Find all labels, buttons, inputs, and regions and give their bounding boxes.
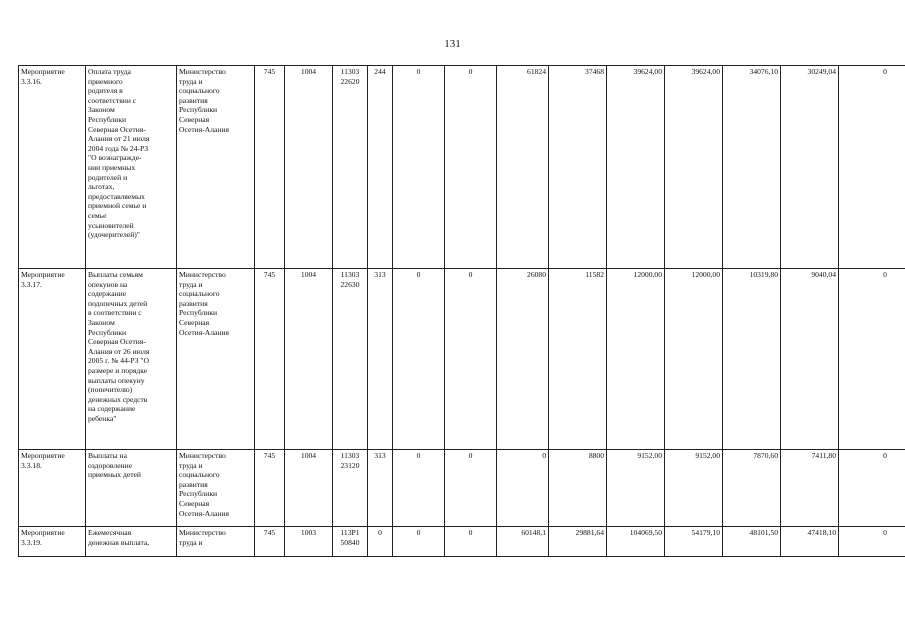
measure-cell — [19, 450, 86, 527]
executor-cell-text: Министерство труда и социального развития Республики Северная Осетия-Алания — [179, 451, 229, 518]
value-cell-text: 0 — [416, 67, 421, 76]
value-cell — [607, 527, 665, 557]
value-cell-text: 9152,00 — [637, 451, 662, 460]
vr-cell-text: 244 — [374, 67, 386, 76]
value-cell-text: 0 — [468, 451, 473, 460]
measure-cell-text: Мероприятие 3.3.18. — [21, 451, 65, 470]
value-cell — [723, 269, 781, 450]
value-cell — [781, 450, 839, 527]
value-cell-text: 104069,50 — [629, 528, 662, 537]
rzpr-cell-text: 1004 — [300, 67, 317, 76]
description-cell-text: Выплаты на оздоровление приемных детей — [88, 451, 141, 480]
value-cell-text: 60148,1 — [521, 528, 546, 537]
rzpr-cell — [285, 450, 333, 527]
value-cell — [445, 527, 497, 557]
value-cell-text: 9152,00 — [695, 451, 720, 460]
value-cell-text: 30249,04 — [807, 67, 836, 76]
description-cell-text: Оплата труда приемного родителя в соответствии с Законом Республики Северная Осетия- Алания от 21 июля 2004 года № 24-РЗ "О вознагражде- нии приемных родителей и льготах, предоставляемых приемной семье и семье усыновителей (удочерителей)" — [88, 67, 150, 240]
rzpr-cell — [285, 66, 333, 269]
value-cell — [497, 450, 549, 527]
vr-cell — [368, 527, 393, 557]
rzpr-cell — [285, 269, 333, 450]
table-row — [19, 66, 905, 269]
value-cell — [549, 527, 607, 557]
value-cell — [497, 269, 549, 450]
value-cell — [781, 269, 839, 450]
value-cell — [445, 66, 497, 269]
value-cell — [445, 269, 497, 450]
value-cell-text: 0 — [883, 451, 887, 460]
value-cell — [839, 66, 905, 269]
value-cell — [607, 450, 665, 527]
measure-cell — [19, 527, 86, 557]
rzpr-cell — [285, 527, 333, 557]
measure-cell-text: Мероприятие 3.3.16. — [21, 67, 65, 86]
value-cell-text: 0 — [542, 451, 546, 460]
csr-cell — [333, 66, 368, 269]
grbs-cell — [255, 269, 285, 450]
table-row — [19, 269, 905, 450]
vr-cell — [368, 66, 393, 269]
value-cell — [549, 450, 607, 527]
measure-cell-text: Мероприятие 3.3.19. — [21, 528, 65, 547]
grbs-cell-text: 745 — [263, 528, 276, 537]
value-cell-text: 37468 — [585, 67, 604, 76]
measure-cell — [19, 269, 86, 450]
value-cell-text: 0 — [468, 528, 473, 537]
value-cell — [781, 527, 839, 557]
executor-cell-text: Министерство труда и — [179, 528, 226, 547]
value-cell-text: 0 — [416, 451, 421, 460]
grbs-cell-text: 745 — [263, 67, 276, 76]
value-cell — [665, 66, 723, 269]
description-cell-text: Выплаты семьям опекунов на содержание подопечных детей в соответствии с Законом Республики Северная Осетия- Алания от 26 июля 2005 г. № 44-РЗ "О размере и порядке выплаты опекуну (попечителю) денежных средств на содержание ребенка" — [88, 270, 150, 423]
description-cell — [86, 450, 177, 527]
table-row — [19, 450, 905, 527]
value-cell — [393, 66, 445, 269]
measure-cell — [19, 66, 86, 269]
csr-cell — [333, 450, 368, 527]
vr-cell — [368, 450, 393, 527]
value-cell-text: 54179,10 — [691, 528, 720, 537]
grbs-cell-text: 745 — [263, 451, 276, 460]
executor-cell — [177, 66, 255, 269]
value-cell — [549, 66, 607, 269]
value-cell-text: 61824 — [527, 67, 546, 76]
value-cell-text: 29881,64 — [575, 528, 604, 537]
value-cell-text: 34076,10 — [749, 67, 778, 76]
value-cell-text: 11582 — [585, 270, 604, 279]
value-cell — [839, 450, 905, 527]
value-cell — [665, 527, 723, 557]
description-cell — [86, 269, 177, 450]
value-cell-text: 26080 — [527, 270, 546, 279]
value-cell-text: 7411,80 — [811, 451, 836, 460]
vr-cell-text: 313 — [374, 451, 386, 460]
page-number: 131 — [444, 38, 461, 50]
value-cell-text: 0 — [468, 270, 473, 279]
csr-cell-text: 11303 22630 — [340, 270, 360, 289]
csr-cell-text: 11303 22620 — [340, 67, 360, 86]
value-cell-text: 39624,00 — [633, 67, 662, 76]
value-cell — [607, 66, 665, 269]
value-cell-text: 0 — [883, 270, 887, 279]
value-cell — [781, 66, 839, 269]
value-cell — [723, 527, 781, 557]
value-cell-text: 0 — [883, 528, 887, 537]
csr-cell — [333, 269, 368, 450]
description-cell — [86, 66, 177, 269]
table-row — [19, 527, 905, 557]
value-cell — [445, 450, 497, 527]
rzpr-cell-text: 1003 — [300, 528, 317, 537]
value-cell-text: 48101,50 — [749, 528, 778, 537]
value-cell-text: 0 — [416, 528, 421, 537]
value-cell — [393, 527, 445, 557]
budget-table — [18, 65, 905, 557]
grbs-cell-text: 745 — [263, 270, 276, 279]
value-cell-text: 10319,80 — [749, 270, 778, 279]
value-cell-text: 12000,00 — [691, 270, 720, 279]
value-cell-text: 47418,10 — [807, 528, 836, 537]
csr-cell-text: 113P1 50840 — [340, 528, 360, 547]
value-cell — [665, 450, 723, 527]
value-cell — [549, 269, 607, 450]
value-cell-text: 7870,60 — [753, 451, 778, 460]
value-cell-text: 8800 — [588, 451, 604, 460]
value-cell-text: 0 — [883, 67, 887, 76]
rzpr-cell-text: 1004 — [300, 451, 317, 460]
vr-cell-text: 313 — [374, 270, 386, 279]
csr-cell — [333, 527, 368, 557]
value-cell-text: 0 — [468, 67, 473, 76]
value-cell-text: 39624,00 — [691, 67, 720, 76]
vr-cell-text: 0 — [378, 528, 382, 537]
executor-cell — [177, 527, 255, 557]
grbs-cell — [255, 450, 285, 527]
executor-cell-text: Министерство труда и социального развития Республики Северная Осетия-Алания — [179, 67, 229, 134]
executor-cell — [177, 450, 255, 527]
description-cell — [86, 527, 177, 557]
value-cell-text: 12000,00 — [633, 270, 662, 279]
value-cell-text: 9040,04 — [811, 270, 836, 279]
vr-cell — [368, 269, 393, 450]
value-cell — [393, 450, 445, 527]
value-cell — [607, 269, 665, 450]
executor-cell-text: Министерство труда и социального развития Республики Северная Осетия-Алания — [179, 270, 229, 337]
value-cell — [839, 527, 905, 557]
value-cell — [497, 66, 549, 269]
value-cell — [723, 66, 781, 269]
grbs-cell — [255, 527, 285, 557]
value-cell-text: 0 — [416, 270, 421, 279]
grbs-cell — [255, 66, 285, 269]
description-cell-text: Ежемесячная денежная выплата, — [88, 528, 150, 547]
value-cell — [839, 269, 905, 450]
executor-cell — [177, 269, 255, 450]
value-cell — [665, 269, 723, 450]
value-cell — [723, 450, 781, 527]
csr-cell-text: 11303 23120 — [340, 451, 360, 470]
rzpr-cell-text: 1004 — [300, 270, 317, 279]
measure-cell-text: Мероприятие 3.3.17. — [21, 270, 65, 289]
value-cell — [393, 269, 445, 450]
value-cell — [497, 527, 549, 557]
